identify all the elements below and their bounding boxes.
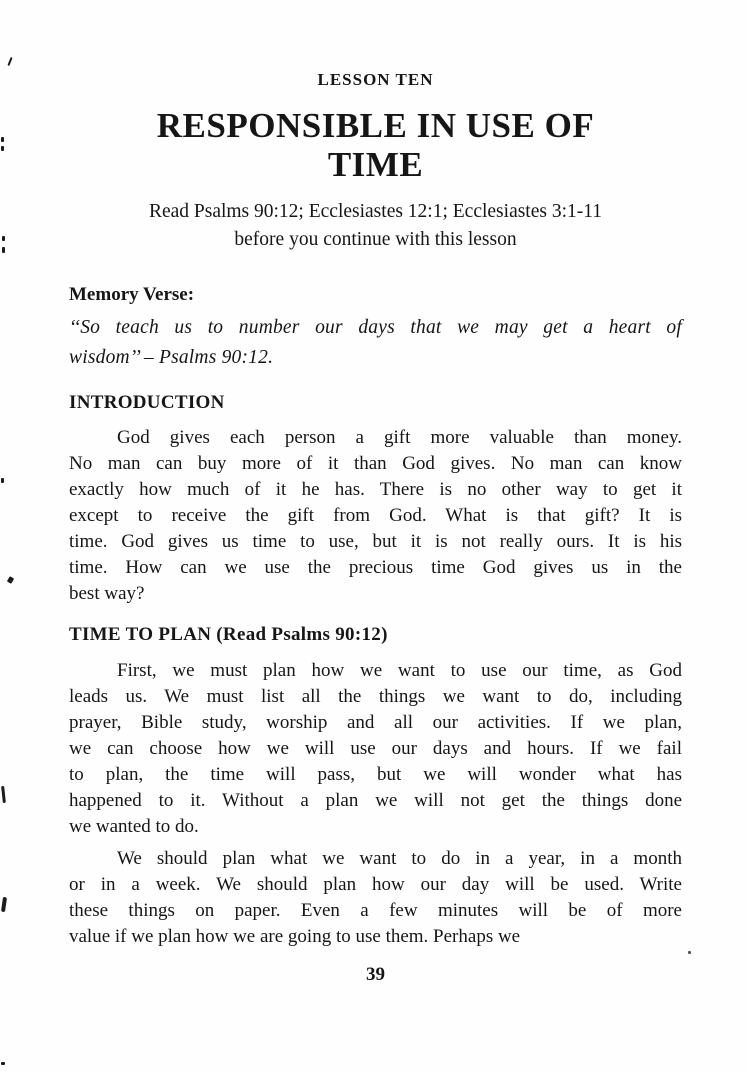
text-line: prayer, Bible study, worship and all our activities. If we plan, [69,712,682,733]
text-line: No man can buy more of it than God gives. No man can know [69,453,682,474]
text-line: or in a week. We should plan how our day will be used. Write [69,874,682,895]
text-line: we can choose how we will use our days and hours. If we fail [69,738,682,759]
text-line: exactly how much of it he has. There is no other way to get it [69,479,682,500]
scan-artifact [1,478,4,483]
read-instruction [69,198,682,254]
scan-artifact [1,146,4,151]
section-heading-introduction: INTRODUCTION [69,392,225,413]
scan-artifact [7,57,12,66]
text-line: value if we plan how we are going to use them. Perhaps we [69,926,521,947]
text-line: ‘‘So teach us to number our days that we may get a heart of [69,317,682,338]
lesson-label: LESSON TEN [317,70,434,89]
section-heading-time-to-plan: TIME TO PLAN (Read Psalms 90:12) [69,624,388,645]
text-line: We should plan what we want to do in a year, in a month [117,848,682,869]
page-number: 39 [366,964,385,985]
text-line: God gives each person a gift more valuable than money. [117,427,682,448]
text-line: wisdom’’ – Psalms 90:12. [69,347,274,368]
text-line: except to receive the gift from God. What is that gift? It is [69,505,682,526]
read-instruction-line-1: Read Psalms 90:12; Ecclesiastes 12:1; Ecclesiastes 3:1-11 [148,201,603,222]
text-line: leads us. We must list all the things we want to do, including [69,686,682,707]
scan-artifact [7,576,14,584]
scan-artifact [1,137,4,142]
scan-artifact [1,897,7,912]
page-content [69,0,682,987]
scan-artifact [1,786,6,803]
text-line: time. How can we use the precious time God gives us in the [69,557,682,578]
read-instruction-line-2: before you continue with this lesson [234,229,517,250]
memory-verse-heading: Memory Verse: [69,284,195,305]
page-title-line-1: RESPONSIBLE IN USE OF [156,106,595,145]
text-line: these things on paper. Even a few minutes will be of more [69,900,682,921]
paragraph-introduction [69,425,682,607]
scan-artifact [688,951,691,954]
paragraph-time-to-plan-2 [69,846,682,950]
page-title-line-2: TIME [327,145,424,184]
page-title [69,106,682,184]
text-line: to plan, the time will pass, but we will wonder what has [69,764,682,785]
text-line: happened to it. Without a plan we will not get the things done [69,790,682,811]
scan-artifact [1,1062,5,1065]
text-line: First, we must plan how we want to use our time, as God [117,660,682,681]
memory-verse-text [69,313,682,373]
scan-artifact [2,236,5,241]
scan-artifact [2,247,5,253]
text-line: we wanted to do. [69,816,199,837]
paragraph-time-to-plan-1 [69,658,682,840]
text-line: best way? [69,583,145,604]
text-line: time. God gives us time to use, but it is not really ours. It is his [69,531,682,552]
